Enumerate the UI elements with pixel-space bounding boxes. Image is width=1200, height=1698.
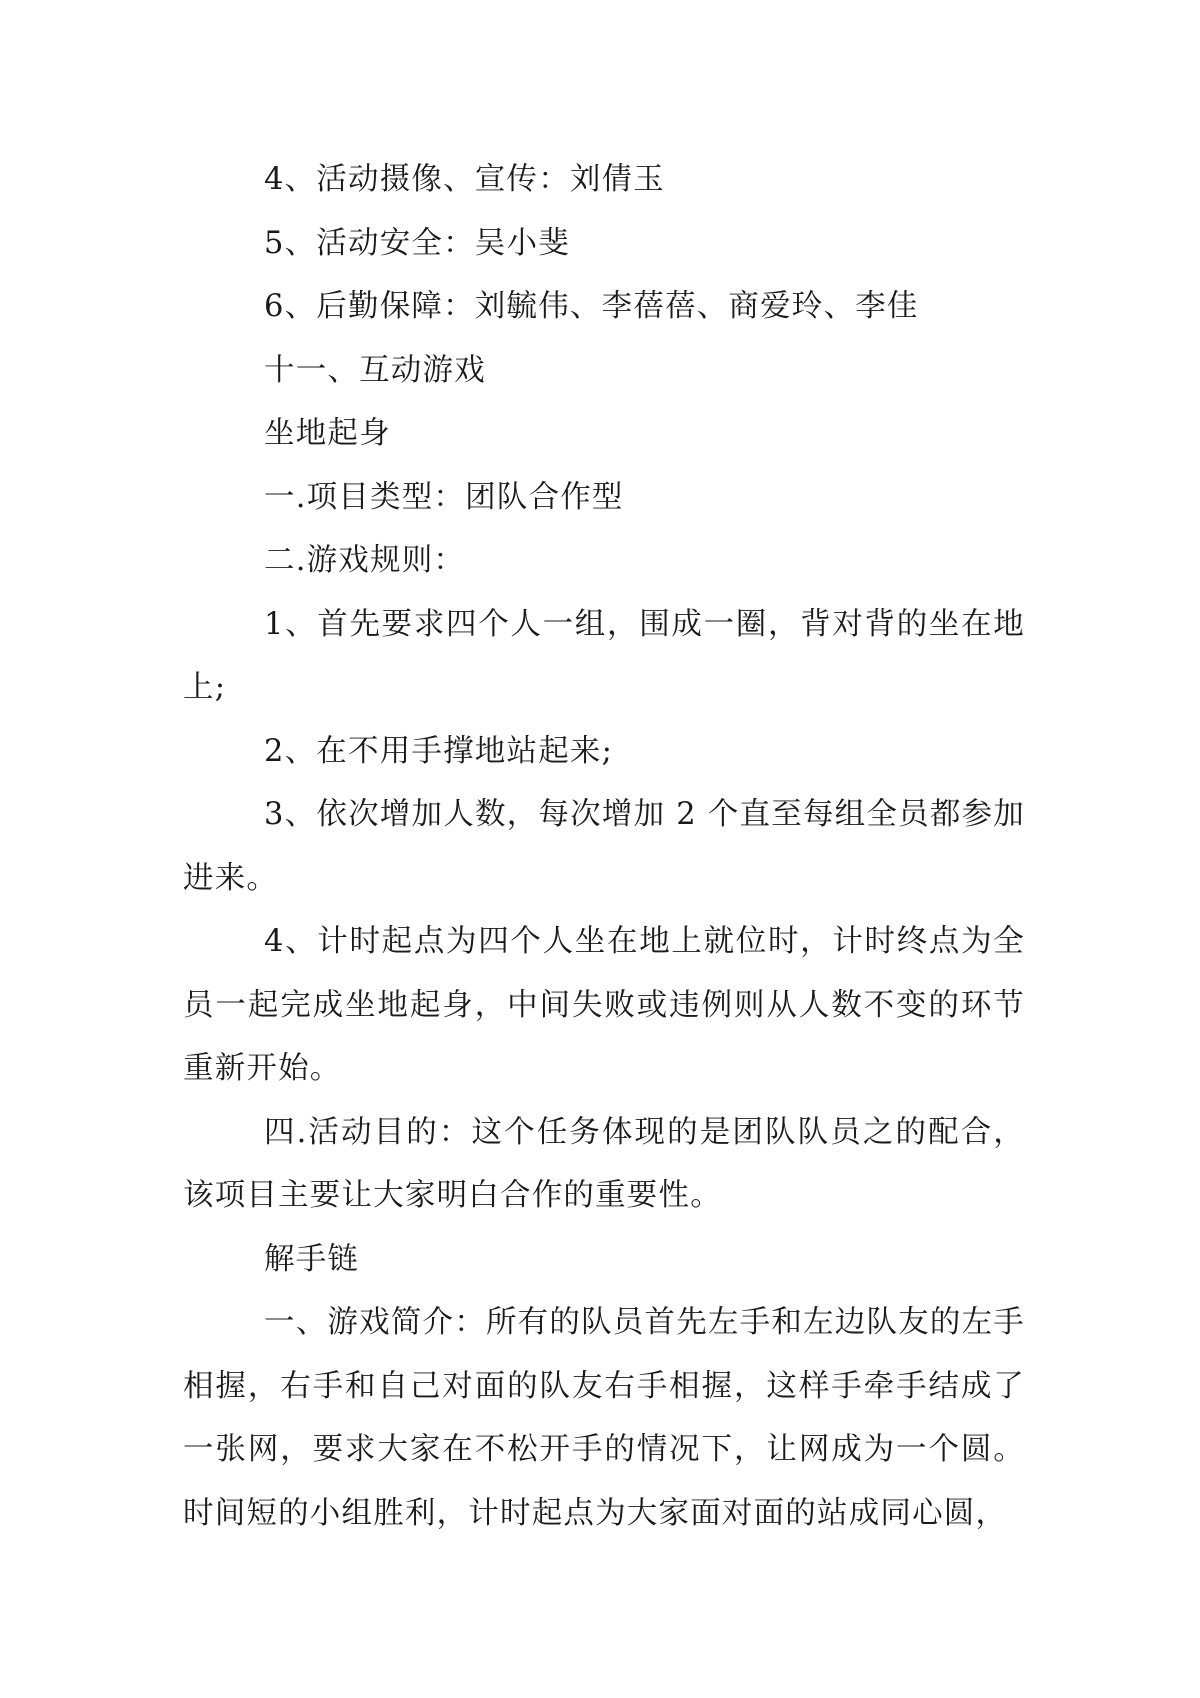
paragraph-game-rules-heading: 二.游戏规则：	[264, 543, 466, 578]
paragraph-game-intro: 一、游戏简介：所有的队员首先左手和左边队友的左手相握，右手和自己对面的队友右手相握，这样手牵手结成了一张网，要求大家在不松开手的情况下，让网成为一个圆。时间短的小组胜利，计时起点为大家面对面的站成同心圆，	[183, 1305, 1025, 1531]
game-title-untangle-chain: 解手链	[264, 1241, 360, 1277]
paragraph-logistics: 6、后勤保障：刘毓伟、李蓓蓓、商爱玲、李佳	[264, 289, 919, 324]
game-title-sit-and-stand: 坐地起身	[264, 416, 391, 451]
paragraph-rule-3: 3、依次增加人数，每次增加 2 个直至每组全员都参加进来。	[183, 797, 1025, 896]
paragraph-rule-1: 1、首先要求四个人一组，围成一圈，背对背的坐在地上;	[183, 606, 1025, 705]
paragraph-activity-safety: 5、活动安全：吴小斐	[264, 225, 570, 261]
section-heading-interactive-games: 十一、互动游戏	[264, 352, 486, 388]
paragraph-rule-4: 4、计时起点为四个人坐在地上就位时，计时终点为全员一起完成坐地起身，中间失败或违例则从人数不变的环节重新开始。	[183, 924, 1025, 1086]
paragraph-activity-purpose: 四.活动目的：这个任务体现的是团队队员之的配合，该项目主要让大家明白合作的重要性。	[183, 1114, 1025, 1213]
paragraph-photography-publicity: 4、活动摄像、宣传：刘倩玉	[264, 162, 666, 197]
paragraph-project-type: 一.项目类型：团队合作型	[264, 479, 624, 515]
paragraph-rule-2: 2、在不用手撑地站起来;	[264, 733, 614, 769]
document-body	[183, 148, 1025, 1545]
